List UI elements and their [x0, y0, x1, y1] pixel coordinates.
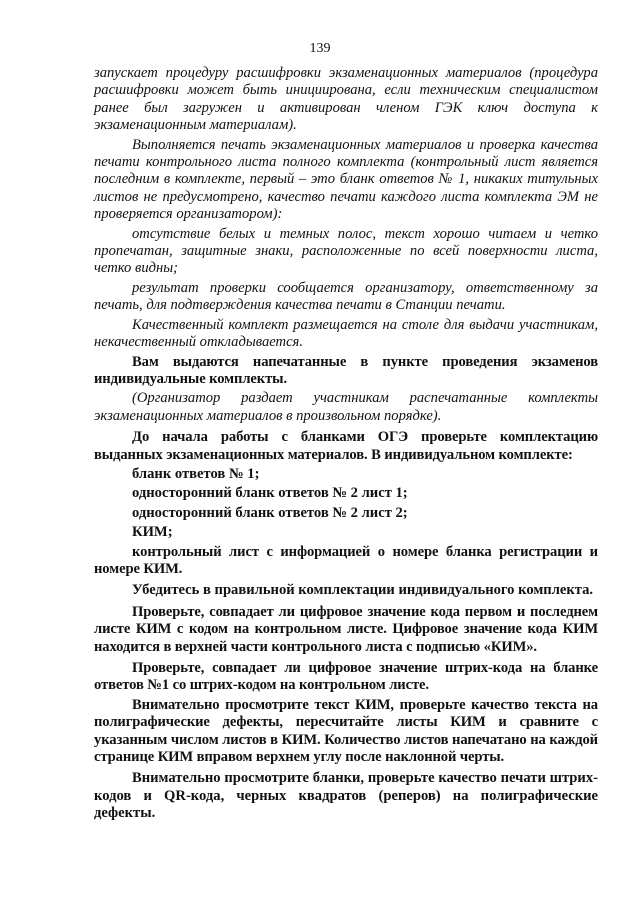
paragraph-print-check: Выполняется печать экзаменационных материалов и проверка качества печати контрольного листа полного комплекта (контрольный лист является последним в комплекте, первый – это бланк ответов № 1, никаких титульных листов не предусмотрено, качество печати каждого листа комплекта ЭМ не проверяется организатором): [94, 136, 598, 223]
paragraph-check-kim-code: Проверьте, совпадает ли цифровое значение кода первом и последнем листе КИМ с кодом на контрольном листе. Цифровое значение кода КИМ находится в верхней части контрольного листа с подписью «КИМ». [94, 603, 598, 655]
list-item-answer-form-2-sheet-1: односторонний бланк ответов № 2 лист 1; [132, 485, 408, 502]
document-body [94, 65, 598, 823]
paragraph-check-completeness: До начала работы с бланками ОГЭ проверьте комплектацию выданных экзаменационных материалов. В индивидуальном комплекте: [94, 429, 598, 463]
paragraph-verify-completeness: Убедитесь в правильной комплектации индивидуального комплекта. [132, 582, 594, 599]
paragraph-print-criteria: отсутствие белых и темных полос, текст хорошо читаем и четко пропечатан, защитные знаки, расположенные по всей поверхности листа, четко видны; [94, 225, 598, 277]
list-item-answer-form-2-sheet-2: односторонний бланк ответов № 2 лист 2; [132, 504, 408, 521]
list-item-kim: КИМ; [132, 524, 173, 541]
list-item-control-sheet: контрольный лист с информацией о номере бланка регистрации и номере КИМ. [94, 543, 598, 577]
paragraph-organizer-note: (Организатор раздает участникам распечатанные комплекты экзаменационных материалов в произвольном порядке). [94, 390, 598, 424]
paragraph-quality-kit: Качественный комплект размещается на столе для выдачи участникам, некачественный откладывается. [94, 316, 598, 351]
paragraph-review-forms: Внимательно просмотрите бланки, проверьте качество печати штрих-кодов и QR-кода, черных квадратов (реперов) на полиграфические дефекты. [94, 770, 598, 822]
paragraph-check-result: результат проверки сообщается организатору, ответственному за печать, для подтверждения качества печати в Станции печати. [94, 279, 598, 314]
paragraph-review-kim-text: Внимательно просмотрите текст КИМ, проверьте качество текста на полиграфические дефекты, пересчитайте листы КИМ и сравните с указанным числом листов в КИМ. Количество листов напечатано на каждой странице КИМ вправом верхнем углу после наклонной черты. [94, 696, 598, 766]
paragraph-kits-issued: Вам выдаются напечатанные в пункте проведения экзаменов индивидуальные комплекты. [94, 353, 598, 387]
page-number: 139 [309, 41, 331, 56]
paragraph-check-barcode: Проверьте, совпадает ли цифровое значение штрих-кода на бланке ответов №1 со штрих-кодом на контрольном листе. [94, 660, 598, 694]
paragraph-decryption-procedure: запускает процедуру расшифровки экзаменационных материалов (процедура расшифровки может быть инициирована, если техническим специалистом ранее был загружен и активирован членом ГЭК ключ доступа к экзаменационным материалам). [94, 65, 598, 134]
list-item-answer-form-1: бланк ответов № 1; [132, 465, 260, 482]
